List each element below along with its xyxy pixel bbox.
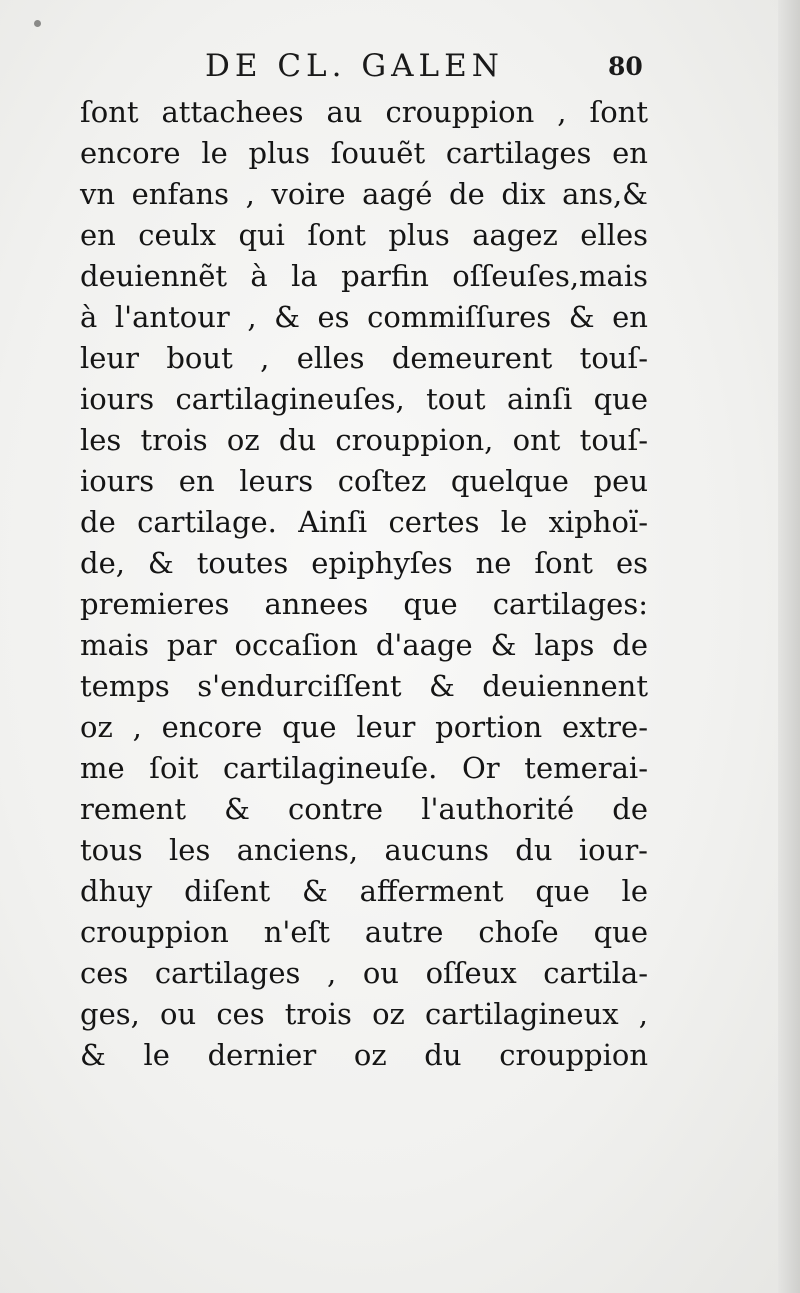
text-line: leur bout , elles demeurent touſ- (80, 341, 648, 375)
running-title: DE CL. GALEN (205, 48, 504, 84)
text-line: iours cartilagineuſes, tout ainſi que (80, 382, 648, 416)
ink-spot (34, 20, 41, 27)
page-edge-shadow (778, 0, 800, 1293)
text-line: ces cartilages , ou oſſeux cartila- (80, 956, 648, 990)
text-line: dhuy diſent & afferment que le (80, 874, 648, 908)
text-line: ges, ou ces trois oz cartilagineux , (80, 997, 648, 1031)
text-line: iours en leurs coſtez quelque peu (80, 464, 648, 498)
page-number: 80 (608, 52, 643, 81)
text-line: à l'antour , & es commiſſures & en (80, 300, 648, 334)
text-line: en ceulx qui ſont plus aagez elles (80, 218, 648, 252)
body-text (80, 92, 648, 1076)
text-line: de cartilage. Ainſi certes le xiphoï- (80, 505, 648, 539)
text-line: & le dernier oz du crouppion (80, 1038, 648, 1072)
text-line: tous les anciens, aucuns du iour- (80, 833, 648, 867)
text-line: vn enfans , voire aagé de dix ans,& (80, 177, 648, 211)
text-line: crouppion n'eſt autre choſe que (80, 915, 648, 949)
text-line: les trois oz du crouppion, ont touſ- (80, 423, 648, 457)
text-line: oz , encore que leur portion extre- (80, 710, 648, 744)
text-line: rement & contre l'authorité de (80, 792, 648, 826)
running-header (0, 46, 800, 86)
text-line: ſont attachees au crouppion , ſont (80, 95, 648, 129)
text-line: me ſoit cartilagineuſe. Or temerai- (80, 751, 648, 785)
text-line: premieres annees que cartilages: (80, 587, 648, 621)
text-line: de, & toutes epiphyſes ne ſont es (80, 546, 648, 580)
text-line: encore le plus ſouuẽt cartilages en (80, 136, 648, 170)
text-line: mais par occaſion d'aage & laps de (80, 628, 648, 662)
text-line: temps s'endurciſſent & deuiennent (80, 669, 648, 703)
text-line: deuiennẽt à la parfin oſſeuſes,mais (80, 259, 648, 293)
